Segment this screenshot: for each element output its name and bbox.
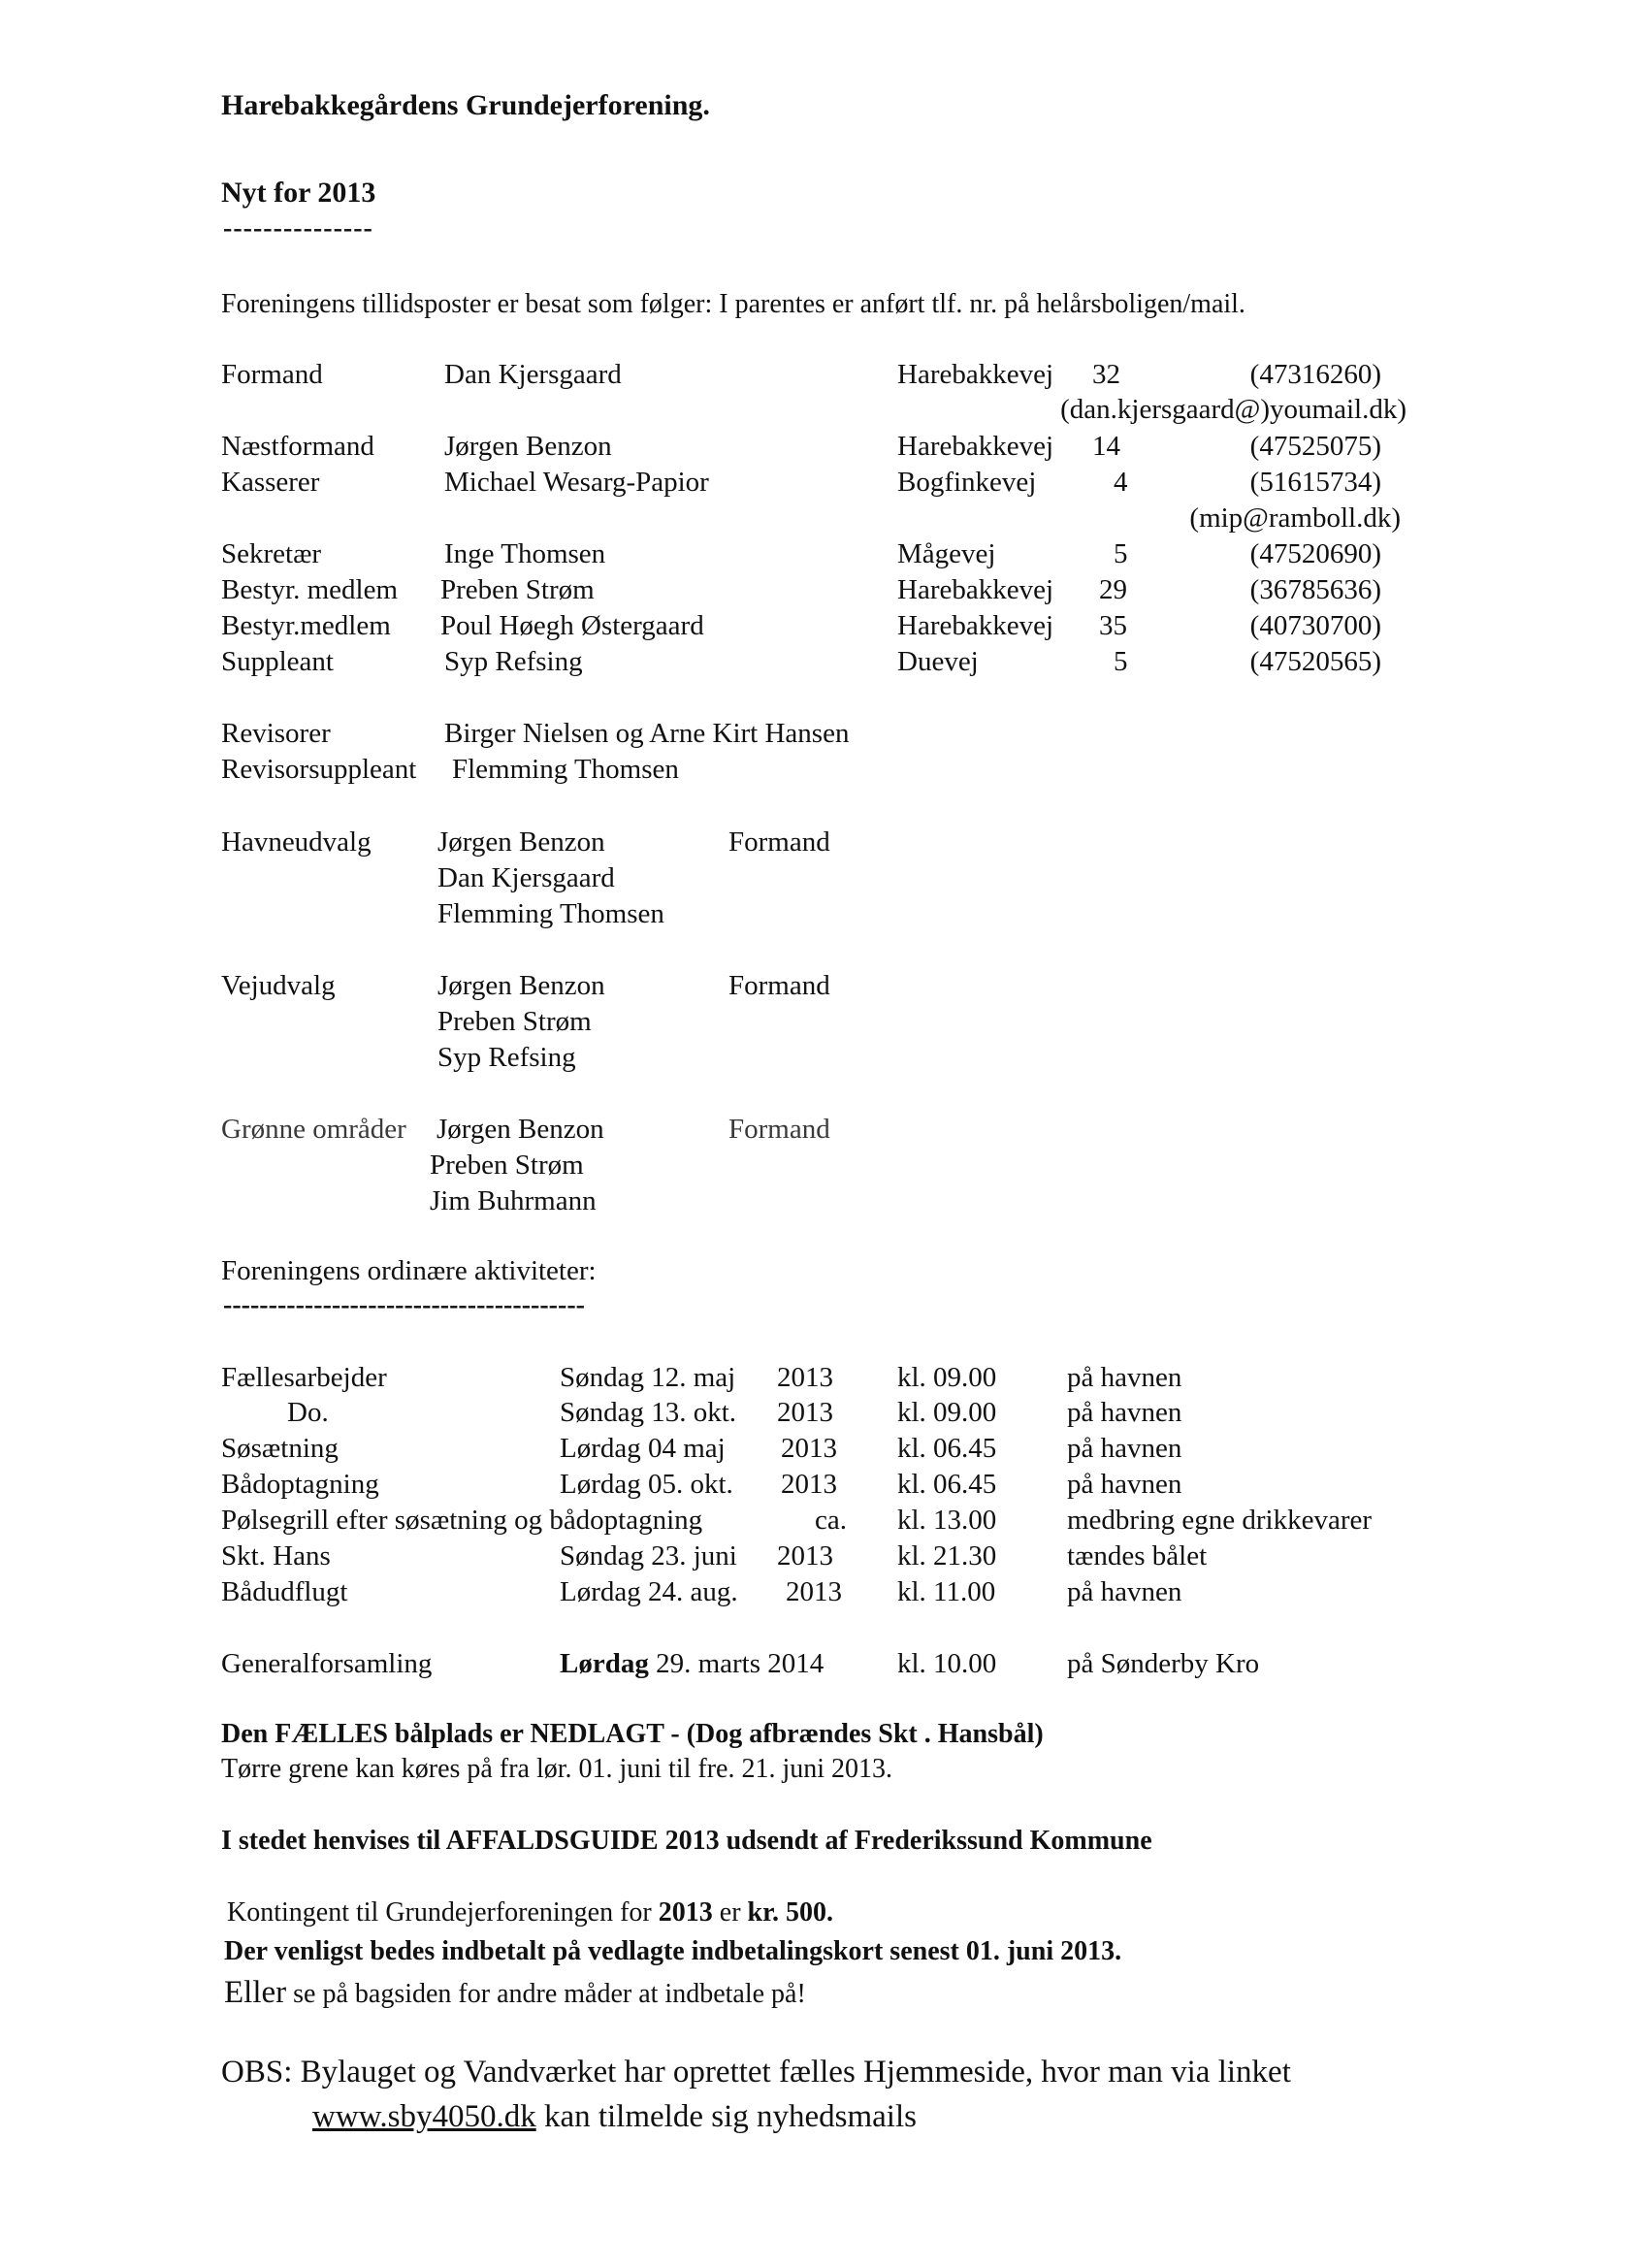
- auditor-deputy-name: Flemming Thomsen: [452, 754, 679, 785]
- payment-request: Der venligst bedes indbetalt på vedlagte indbetalingskort senest 01. juni 2013.: [224, 1936, 1122, 1966]
- board-name: Poul Høegh Østergaard: [440, 610, 704, 641]
- activity-time: kl. 09.00: [897, 1397, 997, 1428]
- activity-year: 2013: [781, 1469, 837, 1500]
- activities-rule: ----------------------------------------: [223, 1290, 585, 1320]
- board-name: Jørgen Benzon: [444, 431, 612, 462]
- subtitle-rule: ---------------: [223, 213, 373, 243]
- branches-notice: Tørre grene kan køres på fra lør. 01. juni til fre. 21. juni 2013.: [221, 1754, 893, 1784]
- board-number: 5: [1114, 538, 1128, 569]
- activities-heading: Foreningens ordinære aktiviteter:: [221, 1255, 597, 1286]
- activity-name: Bådudflugt: [221, 1576, 348, 1607]
- document-title: Harebakkegårdens Grundejerforening.: [221, 89, 710, 121]
- board-role: Næstformand: [221, 431, 374, 462]
- committee-member: Dan Kjersgaard: [437, 862, 615, 893]
- general-meeting-date-text: 29. marts 2014: [656, 1648, 824, 1679]
- committee-member: Syp Refsing: [437, 1042, 576, 1073]
- activity-name: Do.: [287, 1397, 329, 1428]
- activity-date: Lørdag 05. okt.: [560, 1469, 733, 1500]
- committee-member: Jørgen Benzon: [437, 970, 605, 1001]
- board-street: Harebakkevej: [897, 574, 1054, 605]
- board-name: Syp Refsing: [444, 646, 583, 677]
- committee-member: Preben Strøm: [437, 1006, 592, 1037]
- or-word: Eller: [224, 1975, 287, 2010]
- committee-chair-label: Formand: [728, 970, 830, 1001]
- board-role: Bestyr. medlem: [221, 574, 399, 605]
- general-meeting-day: Lørdag: [560, 1648, 649, 1679]
- document-subtitle: Nyt for 2013: [221, 177, 376, 209]
- obs-link-line: [312, 2099, 917, 2135]
- activity-date: Lørdag 04 maj: [560, 1433, 726, 1464]
- activity-name: Bådoptagning: [221, 1469, 379, 1500]
- board-email: (dan.kjersgaard@)youmail.dk): [1060, 394, 1406, 425]
- activity-place: på havnen: [1067, 1362, 1182, 1393]
- activity-date: Lørdag 24. aug.: [560, 1576, 738, 1607]
- fee-prefix: Kontingent til Grundejerforeningen for: [227, 1897, 652, 1928]
- activity-place: på havnen: [1067, 1576, 1182, 1607]
- activity-time: kl. 21.30: [897, 1540, 997, 1571]
- activity-date: Søndag 12. maj: [560, 1362, 736, 1393]
- committee-member: Flemming Thomsen: [437, 898, 664, 929]
- fee-amount: kr. 500.: [747, 1897, 833, 1928]
- committee-member: Jørgen Benzon: [437, 826, 605, 858]
- waste-guide-notice: I stedet henvises til AFFALDSGUIDE 2013 udsendt af Frederikssund Kommune: [221, 1826, 1152, 1856]
- committee-name: Havneudvalg: [221, 826, 372, 858]
- board-number: 35: [1099, 610, 1127, 641]
- general-meeting-place: på Sønderby Kro: [1067, 1648, 1260, 1679]
- activity-place: på havnen: [1067, 1397, 1182, 1428]
- activity-place: medbring egne drikkevarer: [1067, 1505, 1373, 1536]
- board-email: (mip@ramboll.dk): [1189, 502, 1401, 534]
- board-role: Suppleant: [221, 646, 334, 677]
- fee-notice: [227, 1897, 833, 1928]
- board-phone: (47316260): [1249, 359, 1381, 390]
- activity-name: Fællesarbejder: [221, 1362, 387, 1393]
- activity-year: ca.: [815, 1505, 847, 1536]
- board-phone: (51615734): [1249, 467, 1381, 498]
- board-street: Duevej: [897, 646, 979, 677]
- board-name: Inge Thomsen: [444, 538, 606, 569]
- activity-year: 2013: [777, 1540, 833, 1571]
- board-number: 14: [1092, 431, 1120, 462]
- board-name: Michael Wesarg-Papior: [444, 467, 709, 498]
- committee-member: Jim Buhrmann: [430, 1185, 597, 1216]
- auditor-deputy-label: Revisorsuppleant: [221, 754, 417, 785]
- fee-mid: er: [719, 1897, 741, 1928]
- activity-name: Søsætning: [221, 1433, 339, 1464]
- board-number: 29: [1099, 574, 1127, 605]
- board-phone: (47520690): [1249, 538, 1381, 569]
- committee-name: Vejudvalg: [221, 970, 336, 1001]
- or-rest: se på bagsiden for andre måder at indbetale på!: [293, 1979, 806, 2009]
- board-phone: (47520565): [1249, 646, 1381, 677]
- fee-year: 2013: [658, 1897, 713, 1928]
- activity-time: kl. 06.45: [897, 1469, 997, 1500]
- board-name: Preben Strøm: [440, 574, 595, 605]
- committee-member: Preben Strøm: [430, 1150, 584, 1181]
- committee-chair-label: Formand: [728, 826, 830, 858]
- activity-year: 2013: [777, 1397, 833, 1428]
- activity-time: kl. 09.00: [897, 1362, 997, 1393]
- board-role: Bestyr.medlem: [221, 610, 391, 641]
- board-phone: (40730700): [1249, 610, 1381, 641]
- general-meeting-time: kl. 10.00: [897, 1648, 997, 1679]
- board-street: Bogfinkevej: [897, 467, 1037, 498]
- bonfire-notice: Den FÆLLES bålplads er NEDLAGT - (Dog afbrændes Skt . Hansbål): [221, 1719, 1044, 1749]
- activity-name: Pølsegrill efter søsætning og bådoptagning: [221, 1505, 703, 1536]
- board-role: Formand: [221, 359, 323, 390]
- board-number: 5: [1114, 646, 1128, 677]
- committee-name: Grønne områder: [221, 1114, 406, 1145]
- activity-date: Søndag 23. juni: [560, 1540, 737, 1571]
- board-street: Harebakkevej: [897, 610, 1054, 641]
- activity-time: kl. 06.45: [897, 1433, 997, 1464]
- auditors-label: Revisorer: [221, 718, 331, 749]
- board-street: Mågevej: [897, 538, 996, 569]
- activity-place: tændes bålet: [1067, 1540, 1208, 1571]
- auditors-names: Birger Nielsen og Arne Kirt Hansen: [444, 718, 850, 749]
- committee-chair-label: Formand: [728, 1114, 830, 1145]
- board-street: Harebakkevej: [897, 431, 1054, 462]
- activity-date: Søndag 13. okt.: [560, 1397, 737, 1428]
- activity-time: kl. 11.00: [897, 1576, 996, 1607]
- board-number: 32: [1092, 359, 1120, 390]
- board-street: Harebakkevej: [897, 359, 1054, 390]
- general-meeting-name: Generalforsamling: [221, 1648, 433, 1679]
- board-role: Sekretær: [221, 538, 322, 569]
- payment-alternatives: [224, 1975, 806, 2011]
- activity-year: 2013: [781, 1433, 837, 1464]
- board-phone: (36785636): [1249, 574, 1381, 605]
- board-number: 4: [1114, 467, 1128, 498]
- activity-place: på havnen: [1067, 1433, 1182, 1464]
- board-name: Dan Kjersgaard: [444, 359, 622, 390]
- committee-member: Jørgen Benzon: [436, 1114, 604, 1145]
- activity-time: kl. 13.00: [897, 1505, 997, 1536]
- obs-link-rest: kan tilmelde sig nyhedsmails: [543, 2099, 917, 2134]
- obs-notice: OBS: Bylauget og Vandværket har oprettet fælles Hjemmeside, hvor man via linket: [221, 2055, 1291, 2090]
- activity-year: 2013: [777, 1362, 833, 1393]
- activity-name: Skt. Hans: [221, 1540, 331, 1571]
- board-phone: (47525075): [1249, 431, 1381, 462]
- activity-place: på havnen: [1067, 1469, 1182, 1500]
- activity-year: 2013: [786, 1576, 842, 1607]
- intro-text: Foreningens tillidsposter er besat som følger: I parentes er anført tlf. nr. på helårsboligen/mail.: [221, 289, 1245, 319]
- general-meeting-date: [560, 1648, 824, 1680]
- website-link[interactable]: www.sby4050.dk: [312, 2099, 536, 2134]
- board-role: Kasserer: [221, 467, 320, 498]
